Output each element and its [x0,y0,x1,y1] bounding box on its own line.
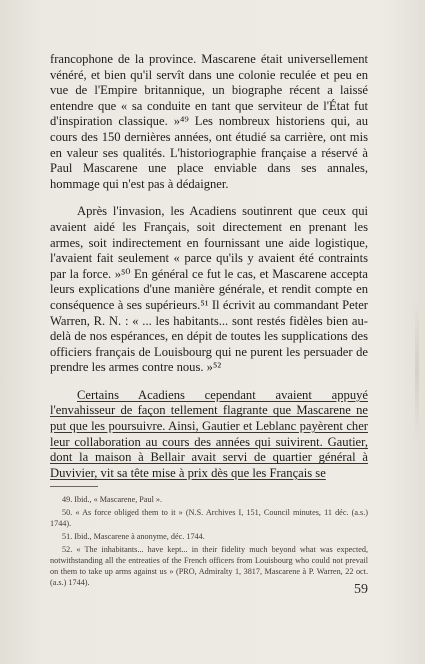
footnote-separator [50,486,98,487]
footnotes [50,494,368,590]
page-number: 59 [354,582,368,597]
footnote-52: 52. « The inhabitants... have kept... in their fidelity much beyond what was expected, notwithstanding all the entreaties of the French officers from Louisbourg who could not prevail on them to take up arms against us » (PRO, Admiralty 1, 3817, Mascarene à P. Warren, 22 oct. (a.s.) 1744). [50,545,368,587]
footnote-49: 49. Ibid., « Mascarene, Paul ». [62,495,163,504]
paragraph-1: francophone de la province. Mascarene était universellement vénéré, et bien qu'il servît dans une colonie reculée et peu en vue de l'Empire britannique, un biographe récent a laissé entendre que « sa conduite en tant que serviteur de l'État fut d'inspiration classique. »⁴⁹ Les nombreux historiens qui, au cours des 150 dernières années, ont étudié sa carrière, ont mis en valeur ses qualités. L'historiographie française a réservé à Paul Mascarene une place enviable dans ses annales, hommage qui n'est pas à dédaigner. [50,52,368,191]
footnote-51: 51. Ibid., Mascarene à anonyme, déc. 1744. [62,532,205,541]
page-edge-shadow [415,300,419,440]
paragraph-2: Après l'invasion, les Acadiens soutinrent que ceux qui avaient aidé les Français, soit directement en prenant les armes, soit indirectement en fournissant une aide logistique, l'avaient fait seulement « parce qu'ils y avaient été contraints par la force. »⁵⁰ En général ce fut le cas, et Mascarene accepta leurs explications d'une manière générale, et rendit compte en conséquence à ses supérieurs.⁵¹ Il écrivit au commandant Peter Warren, R. N. : « ... les habitants... sont restés fidèles bien au-delà de nos espérances, en dépit de toutes les supplications des officiers français de Louisbourg qui ne purent les persuader de prendre les armes contre nous. »⁵² [50,204,368,375]
body-text [50,52,368,481]
footnote-50: 50. « As force obliged them to it » (N.S. Archives I, 151, Council minutes, 11 déc. (a.s.) 1744). [50,508,368,528]
paragraph-3-underlined: Certains Acadiens cependant avaient appuyé l'envahisseur de façon tellement flagrante que Mascarene ne put que les poursuivre. Ainsi, Gautier et Leblanc payèrent cher leur collaboration au cours des années qui suivirent. Gautier, dont la maison à Bellair avait servi de quartier général à Duvivier, vit sa tête mise à prix dès que les Français se [50,387,368,480]
